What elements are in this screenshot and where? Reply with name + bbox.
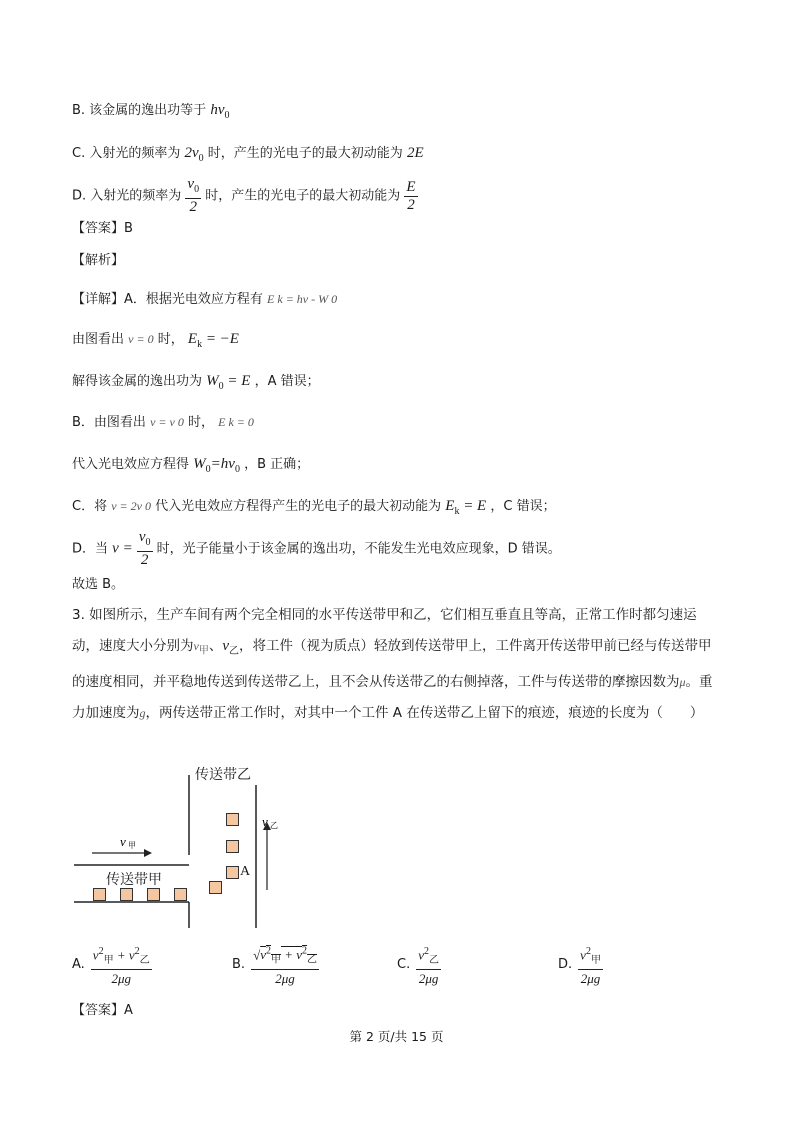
workpiece-box: [226, 813, 239, 826]
option-c-pre: C. 入射光的频率为: [72, 146, 181, 161]
option-d-freq-frac: $\frac{\nu_0}{2}$: [187, 176, 200, 215]
svg-text:v: v: [262, 814, 268, 829]
detail-d-pre: D．当: [72, 541, 109, 557]
svg-text:乙: 乙: [270, 821, 278, 830]
choice-b: [232, 943, 319, 987]
option-d-mid: 时，产生的光电子的最大初动能为: [205, 188, 401, 204]
question-3-part1: 3. 如图所示，生产车间有两个完全相同的水平传送带甲和乙，它们相互垂直且等高，正常工作时都匀速运动，速度大小分别为: [72, 607, 697, 654]
graph-line-1-eq: $E_k = -E$: [187, 331, 239, 350]
choice-a-formula: $\frac{v^2_甲 + v^2_乙}{2\mu g}$: [91, 943, 152, 987]
detail-d-line: [72, 529, 561, 569]
graph-line-1-pre: 由图看出: [72, 332, 125, 347]
work-function-eq: $W_0 = E$: [206, 373, 251, 392]
option-c-mid: 时，产生的光电子的最大初动能为: [207, 146, 403, 161]
workpiece-a-label: A: [240, 864, 251, 879]
question-3-part2: ，将工件（视为质点）轻放到传送带甲上，工件离开传送带甲前已经与传送带甲的速度相同，并平稳地传送到传送带乙上，且不会从传送带乙的右侧掉落，工件与传送带的摩擦因数为: [72, 638, 712, 690]
option-c: [72, 143, 424, 169]
answer-2: 【答案】A: [72, 1003, 133, 1018]
detail-d-frac: $\frac{\nu_0}{2}$: [138, 529, 151, 568]
option-b-text: B. 该金属的逸出功等于: [72, 103, 207, 118]
graph-line-1: [72, 329, 239, 355]
svg-text:甲: 甲: [128, 841, 136, 850]
choose-line: 故选 B。: [72, 577, 125, 592]
choice-c-label: C.: [397, 957, 411, 973]
detail-b2-post: ，B 正确；: [244, 457, 310, 472]
detail-a: [72, 289, 337, 310]
choice-d-formula: $\frac{v^2_甲}{2\mu g}$: [578, 943, 603, 987]
choice-b-formula: $\frac{√v^2_甲 + v^2_乙}{2\mu g}$: [251, 943, 319, 987]
option-c-energy: 2E: [406, 145, 424, 161]
detail-c-line: [72, 496, 556, 522]
option-d: [72, 176, 418, 216]
detail-b2-line: [72, 454, 309, 480]
choice-d: [558, 943, 603, 987]
workpiece-box: [93, 888, 106, 901]
choice-c: [397, 943, 441, 987]
detail-d-eq: ν =: [112, 540, 133, 557]
question-3-part4: ，两传送带正常工作时，对其中一个工件 A 在传送带乙上留下的痕迹，痕迹的长度为（ ）: [145, 705, 704, 721]
workpiece-box: [209, 881, 222, 894]
detail-d-post: 时，光子能量小于该金属的逸出功，不能发生光电效应现象，D 错误。: [156, 541, 561, 557]
v-yi-symbol: $v_乙$: [222, 638, 239, 657]
svg-text:v: v: [120, 834, 126, 849]
answer-1: 【答案】B: [72, 221, 133, 236]
workpiece-box: [174, 888, 187, 901]
workpiece-box: [147, 888, 160, 901]
detail-b-cond: ν = ν 0: [150, 415, 184, 429]
question-3-part3: 。重力加速度为: [72, 674, 713, 721]
option-d-pre: D. 入射光的频率为: [72, 188, 182, 204]
conveyor-diagram: [72, 760, 292, 930]
detail-b-mid: 时，: [187, 415, 214, 430]
belt-yi-label: 传送带乙: [195, 767, 251, 783]
question-3-text: 3. 如图所示，生产车间有两个完全相同的水平传送带甲和乙，它们相互垂直且等高，正常工作时都匀速运动，速度大小分别为$v_甲$、$v_乙$，将工件（视为质点）轻放到传送带甲上，工件离开传送带甲前已经与传送带甲的速度相同，并平稳地传送到传送带乙上，且不会从传送带乙的右侧掉落，工件与传送带的摩擦因数为μ。重力加速度为g，两传送带正常工作时，对其中一个工件 A 在传送带乙上留下的痕迹，痕迹的长度为（ ）: [72, 607, 713, 721]
graph-line-1-mid: 时，: [157, 332, 184, 347]
detail-c-cond: ν = 2ν 0: [111, 499, 151, 513]
detail-b-pre: B．由图看出: [72, 415, 146, 430]
mu-symbol: μ: [679, 675, 686, 689]
belt-jia-label: 传送带甲: [106, 872, 162, 888]
g-symbol: g: [139, 706, 146, 720]
option-b: [72, 100, 230, 126]
choice-d-label: D.: [558, 957, 573, 973]
choice-a-label: A.: [72, 957, 85, 973]
detail-c-eq: $E_k = E$: [445, 498, 487, 517]
option-d-energy-frac: $\frac{E}{2}$: [406, 178, 416, 213]
detail-c-mid: 代入光电效应方程得产生的光电子的最大初动能为: [155, 499, 442, 514]
detail-b2-eq: $W_0=h\nu_0$: [193, 456, 240, 475]
detail-b2-pre: 代入光电效应方程得: [72, 457, 190, 472]
detail-a-text: 【详解】A．根据光电效应方程有: [72, 292, 263, 307]
conveyor-figure: [72, 760, 292, 930]
detail-c-pre: C．将: [72, 499, 108, 514]
option-c-freq: $2\nu_0$: [184, 145, 204, 164]
workpiece-box: [226, 840, 239, 853]
detail-c-post: ，C 错误；: [490, 499, 556, 514]
detail-b-eq: E k = 0: [218, 415, 254, 429]
work-function-line: [72, 371, 320, 397]
graph-line-1-cond: ν = 0: [128, 332, 154, 346]
detail-a-equation: E k = hν - W 0: [267, 292, 338, 306]
choice-c-formula: $\frac{v^2_乙}{2\mu g}$: [416, 943, 441, 987]
work-function-post: ，A 错误；: [254, 374, 320, 389]
work-function-pre: 解得该金属的逸出功为: [72, 374, 203, 389]
page-footer: 第 2 页/共 15 页: [349, 1029, 444, 1044]
workpiece-a-box: [226, 866, 239, 879]
choice-b-label: B.: [232, 957, 246, 973]
option-b-math: $h\nu_0$: [210, 102, 230, 121]
analysis-heading: 【解析】: [72, 253, 125, 268]
workpiece-box: [120, 888, 133, 901]
choice-a: [72, 943, 152, 987]
detail-b-line: [72, 412, 254, 433]
v-jia-symbol: $v_甲$: [193, 639, 209, 657]
